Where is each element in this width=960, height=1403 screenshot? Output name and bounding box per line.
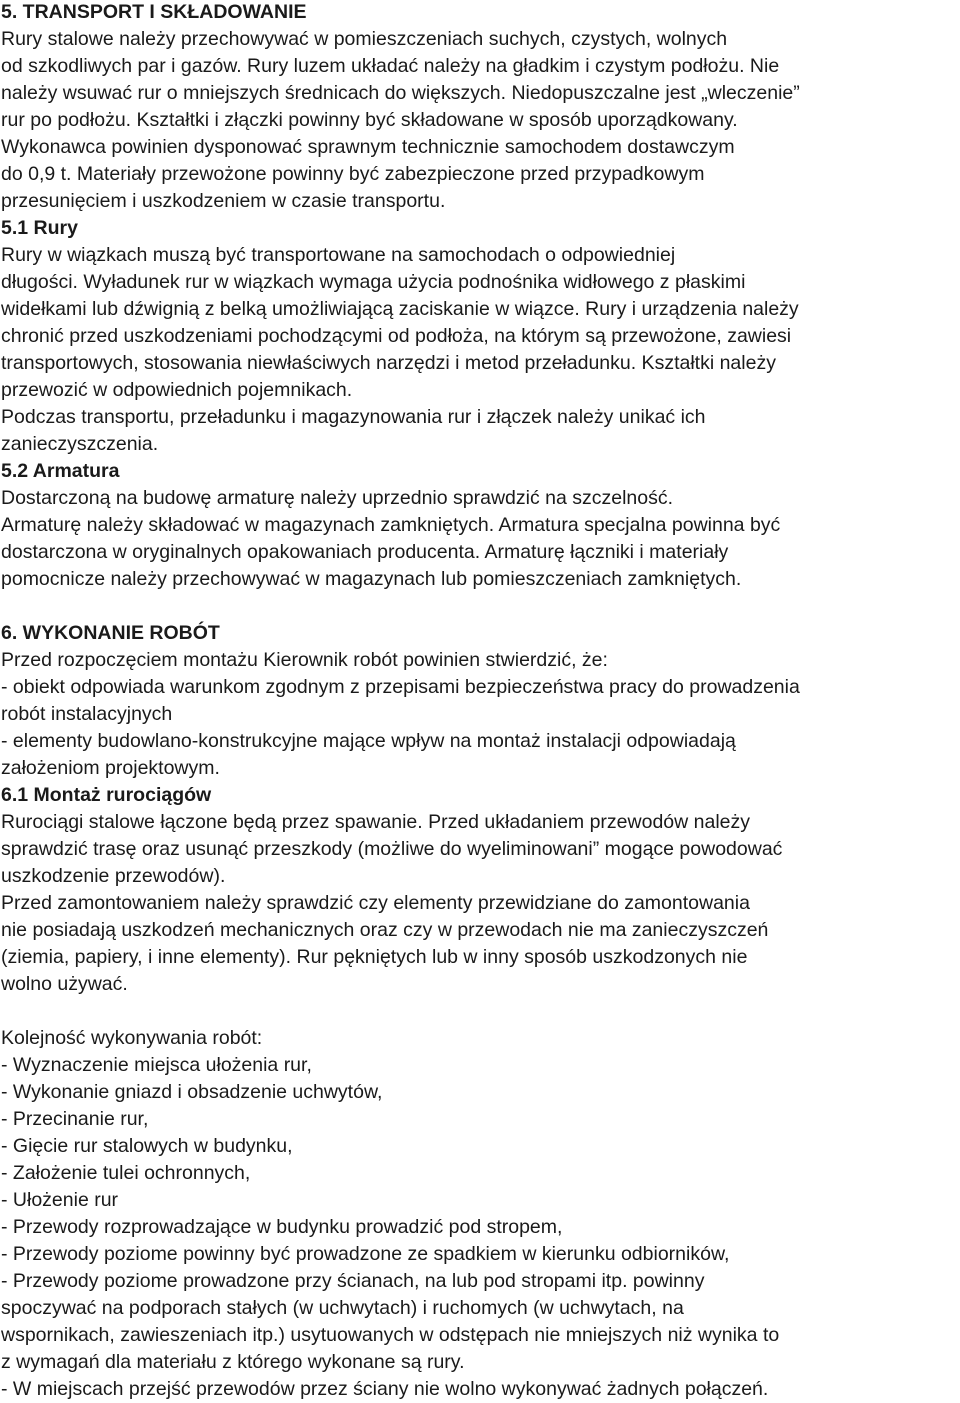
text-line: przesunięciem i uszkodzeniem w czasie transportu. [1, 190, 446, 212]
list-item: - Przewody poziome powinny być prowadzone ze spadkiem w kierunku odbiorników, [1, 1243, 730, 1265]
list-item: - Wyznaczenie miejsca ułożenia rur, [1, 1054, 312, 1076]
text-line: Armaturę należy składować w magazynach zamkniętych. Armatura specjalna powinna być [1, 514, 781, 536]
text-line: transportowych, stosowania niewłaściwych narzędzi i metod przeładunku. Kształtki należy [1, 352, 776, 374]
list-item: - Ułożenie rur [1, 1189, 119, 1211]
list-item: - Gięcie rur stalowych w budynku, [1, 1135, 293, 1157]
text-line: przewozić w odpowiednich pojemnikach. [1, 379, 353, 401]
subsection-5-2-heading: 5.2 Armatura [1, 460, 120, 482]
text-line: nie posiadają uszkodzeń mechanicznych oraz czy w przewodach nie ma zanieczyszczeń [1, 919, 769, 941]
text-line: Dostarczoną na budowę armaturę należy uprzednio sprawdzić na szczelność. [1, 487, 674, 509]
list-item: - Przewody rozprowadzające w budynku prowadzić pod stropem, [1, 1216, 563, 1238]
text-line: wolno używać. [1, 973, 128, 995]
text-line: - obiekt odpowiada warunkom zgodnym z przepisami bezpieczeństwa pracy do prowadzenia [1, 676, 800, 698]
list-item: - Założenie tulei ochronnych, [1, 1162, 251, 1184]
text-line: rur po podłożu. Kształtki i złączki powinny być składowane w sposób uporządkowany. [1, 109, 738, 131]
list-item: - Przewody poziome prowadzone przy ścianach, na lub pod stropami itp. powinny [1, 1270, 705, 1292]
subsection-6-1-heading: 6.1 Montaż rurociągów [1, 784, 212, 806]
text-line: dostarczona w oryginalnych opakowaniach producenta. Armaturę łączniki i materiały [1, 541, 729, 563]
list-item: - Wykonanie gniazd i obsadzenie uchwytów, [1, 1081, 383, 1103]
list-item: wspornikach, zawieszeniach itp.) usytuowanych w odstępach nie mniejszych niż wynika to [1, 1324, 780, 1346]
work-order-heading: Kolejność wykonywania robót: [1, 1027, 263, 1049]
list-item: - Przecinanie rur, [1, 1108, 149, 1130]
text-line: należy wsuwać rur o mniejszych średnicach do większych. Niedopuszczalne jest „wleczenie” [1, 82, 800, 104]
subsection-5-1-heading: 5.1 Rury [1, 217, 78, 239]
text-line: uszkodzenie przewodów). [1, 865, 226, 887]
text-line: Rury w wiązkach muszą być transportowane na samochodach o odpowiedniej [1, 244, 676, 266]
text-line: do 0,9 t. Materiały przewożone powinny być zabezpieczone przed przypadkowym [1, 163, 705, 185]
text-line: Przed rozpoczęciem montażu Kierownik robót powinien stwierdzić, że: [1, 649, 608, 671]
text-line: Rurociągi stalowe łączone będą przez spawanie. Przed układaniem przewodów należy [1, 811, 750, 833]
text-line: widełkami lub dźwignią z belką umożliwiającą zaciskanie w wiązce. Rury i urządzenia należy [1, 298, 799, 320]
text-line: Wykonawca powinien dysponować sprawnym technicznie samochodem dostawczym [1, 136, 735, 158]
text-line: Rury stalowe należy przechowywać w pomieszczeniach suchych, czystych, wolnych [1, 28, 728, 50]
text-line: chronić przed uszkodzeniami pochodzącymi od podłoża, na którym są przewożone, zawiesi [1, 325, 792, 347]
text-line: założeniom projektowym. [1, 757, 220, 779]
list-item: spoczywać na podporach stałych (w uchwytach) i ruchomych (w uchwytach, na [1, 1297, 684, 1319]
text-line: (ziemia, papiery, i inne elementy). Rur pękniętych lub w inny sposób uszkodzonych nie [1, 946, 748, 968]
text-line: Podczas transportu, przeładunku i magazynowania rur i złączek należy unikać ich [1, 406, 706, 428]
text-line: zanieczyszczenia. [1, 433, 159, 455]
text-line: od szkodliwych par i gazów. Rury luzem układać należy na gładkim i czystym podłożu. Nie [1, 55, 780, 77]
text-line: pomocnicze należy przechowywać w magazynach lub pomieszczeniach zamkniętych. [1, 568, 742, 590]
text-line: Przed zamontowaniem należy sprawdzić czy elementy przewidziane do zamontowania [1, 892, 750, 914]
section-6-heading: 6. WYKONANIE ROBÓT [1, 622, 220, 644]
list-item: z wymagań dla materiału z którego wykonane są rury. [1, 1351, 465, 1373]
text-line: sprawdzić trasę oraz usunąć przeszkody (możliwe do wyeliminowani” mogące powodować [1, 838, 783, 860]
section-5-heading: 5. TRANSPORT I SKŁADOWANIE [1, 1, 307, 23]
text-line: robót instalacyjnych [1, 703, 173, 725]
text-line: - elementy budowlano-konstrukcyjne mające wpływ na montaż instalacji odpowiadają [1, 730, 736, 752]
text-line: długości. Wyładunek rur w wiązkach wymaga użycia podnośnika widłowego z płaskimi [1, 271, 746, 293]
list-item: - W miejscach przejść przewodów przez ściany nie wolno wykonywać żadnych połączeń. [1, 1378, 769, 1400]
